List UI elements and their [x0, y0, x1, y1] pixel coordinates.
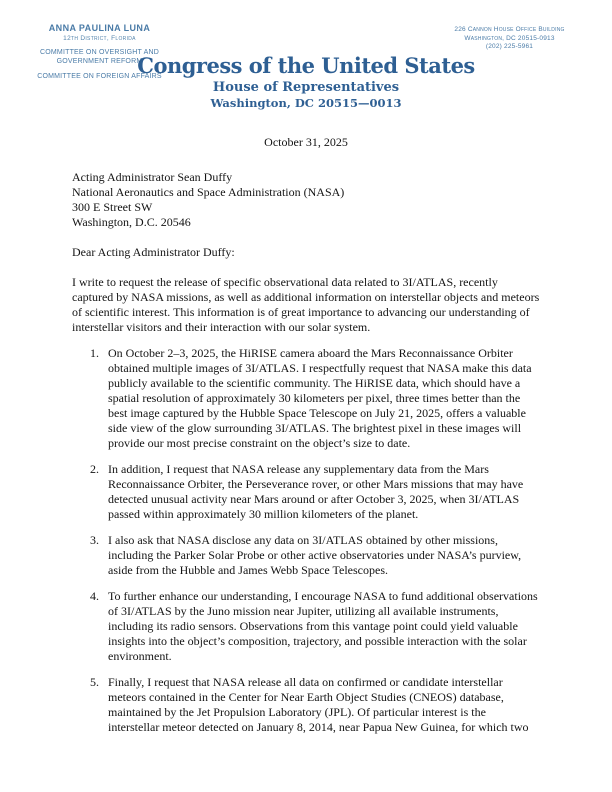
- office-address-block: [417, 26, 602, 52]
- list-item-5: [72, 675, 540, 735]
- office-phone: (202) 225-5961: [485, 43, 534, 50]
- letter-body: [0, 135, 612, 735]
- request-list: [72, 346, 540, 735]
- list-item-2-number: 2.: [90, 462, 99, 476]
- list-item-5-text: Finally, I request that NASA release all data on confirmed or candidate interstellar meteors contained in the Center for Near Earth Object Studies (CNEOS) database, maintained by the Jet Propulsion Laboratory (JPL). Of particular interest is the interstellar meteor detected on January 8, 2014, near Papua New Guinea, for which two: [108, 675, 529, 734]
- member-name: ANNA PAULINA LUNA: [48, 23, 151, 33]
- list-item-3-text: I also ask that NASA disclose any data on 3I/ATLAS obtained by other missions, including the Parker Solar Probe or other active observatories under NASA’s purview, aside from the Hubble and James Webb Space Telescopes.: [108, 533, 522, 577]
- letterhead: [0, 0, 612, 122]
- recipient-org: National Aeronautics and Space Administration (NASA): [72, 185, 345, 199]
- recipient-city: Washington, D.C. 20546: [72, 215, 191, 229]
- list-item-1: [72, 346, 540, 451]
- masthead-house-subtitle: House of Representatives: [212, 80, 400, 95]
- recipient-address-block: [72, 170, 540, 230]
- list-item-3-number: 3.: [90, 533, 99, 547]
- list-item-4-text: To further enhance our understanding, I encourage NASA to fund additional observations of 3I/ATLAS by the Juno mission near Jupiter, utilizing all available instruments, including its radio sensors. Observations from this vantage point could yield valuable insights into the object’s composition, trajectory, and possible interaction with the solar environment.: [108, 589, 538, 663]
- list-item-1-number: 1.: [90, 346, 99, 360]
- committee-foreign-affairs: COMMITTEE ON FOREIGN AFFAIRS: [37, 73, 162, 80]
- intro-paragraph: I write to request the release of specific observational data related to 3I/ATLAS, recently captured by NASA missions, as well as additional information on interstellar objects and meteors of scientific interest. This information is of great importance to advancing our understanding of interstellar visitors and their interaction with our solar system.: [72, 275, 540, 334]
- list-item-2: [72, 462, 540, 522]
- recipient-street: 300 E Street SW: [72, 200, 153, 214]
- list-item-4-number: 4.: [90, 589, 99, 603]
- committee-oversight-line2: GOVERNMENT REFORM: [56, 57, 143, 65]
- office-city-zip: Washington, DC 20515-0913: [464, 34, 555, 42]
- list-item-4: [72, 589, 540, 664]
- list-item-5-number: 5.: [90, 675, 99, 689]
- list-item-1-text: On October 2–3, 2025, the HiRISE camera aboard the Mars Reconnaissance Orbiter obtained multiple images of 3I/ATLAS. I respectfully request that NASA make this data publicly available to the scientific community. The HiRISE data, which should have a spatial resolution of approximately 30 kilometers per pixel, three times better than the best image captured by the Hubble Space Telescope on July 21, 2025, offers a valuable side view of the glow surrounding 3I/ATLAS. The brightest pixel in these images will provide our most precise constraint on the object’s size to date.: [108, 346, 532, 450]
- masthead-city-line: Washington, DC 20515—0013: [210, 96, 402, 110]
- list-item-2-text: In addition, I request that NASA release any supplementary data from the Mars Reconnaissance Orbiter, the Perseverance rover, or other Mars missions that may have detected unusual activity near Mars around or after October 3, 2025, when 3I/ATLAS passed within approximately 30 million kilometers of the planet.: [108, 462, 524, 521]
- member-district: 12th District, Florida: [63, 35, 136, 42]
- recipient-name: Acting Administrator Sean Duffy: [72, 170, 233, 184]
- congress-masthead: [0, 54, 612, 110]
- list-item-3: [72, 533, 540, 578]
- masthead-congress-title: Congress of the United States: [137, 53, 475, 78]
- committee-oversight-line1: COMMITTEE ON OVERSIGHT AND: [39, 49, 160, 56]
- letter-date: October 31, 2025: [264, 135, 348, 149]
- salutation: Dear Acting Administrator Duffy:: [72, 245, 235, 259]
- office-building: 226 Cannon House Office Building: [454, 26, 565, 33]
